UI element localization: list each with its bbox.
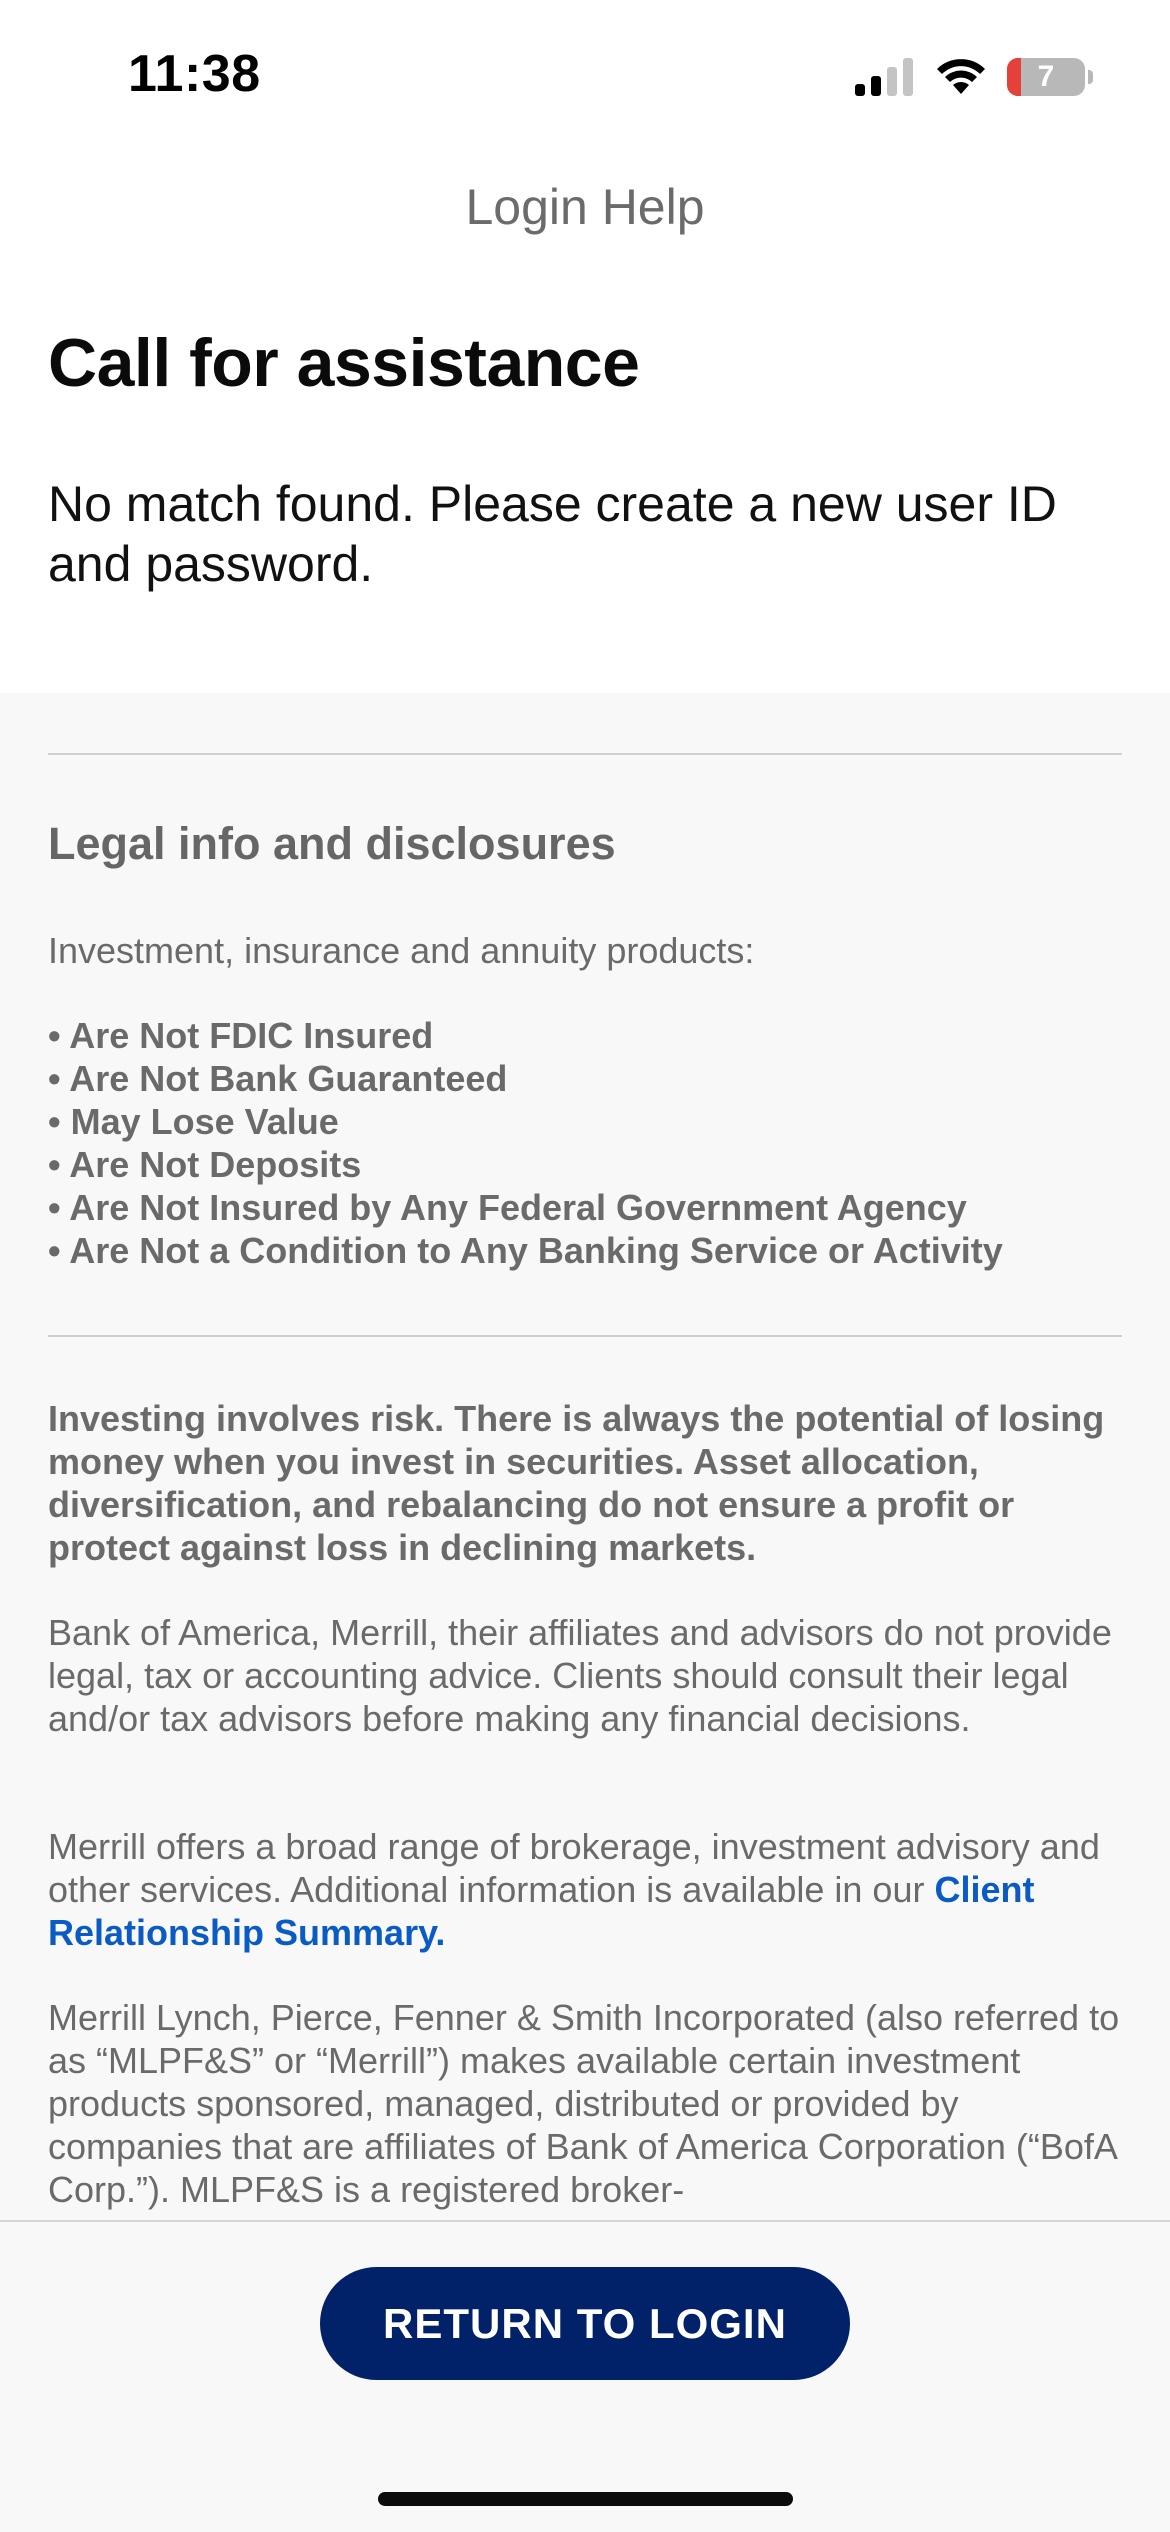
battery-tip — [1088, 70, 1093, 84]
wifi-icon — [935, 56, 987, 96]
assistance-heading: Call for assistance — [48, 325, 640, 401]
disclosure-bullet: • Are Not Deposits — [48, 1144, 362, 1185]
home-indicator[interactable] — [378, 2492, 793, 2506]
client-relationship-summary-link[interactable]: Client Relationship Summary. — [48, 1869, 1035, 1953]
disclosure-bullet: • Are Not Bank Guaranteed — [48, 1058, 508, 1099]
no-match-message: No match found. Please create a new user ID and password. — [48, 476, 1057, 592]
advice-statement: Bank of America, Merrill, their affiliates and advisors do not provide legal, tax or accounting advice. Clients should consult their legal and/or tax advisors before making any financial decisions. — [48, 1612, 1112, 1739]
legal-section-title: Legal info and disclosures — [48, 818, 616, 869]
return-to-login-button[interactable]: RETURN TO LOGIN — [320, 2267, 850, 2380]
cellular-signal-icon — [855, 58, 915, 96]
status-bar — [0, 0, 1170, 150]
page-title: Login Help — [465, 179, 705, 235]
battery-icon — [1007, 58, 1085, 96]
disclosure-bullet: • Are Not Insured by Any Federal Government Agency — [48, 1187, 967, 1228]
disclosure-bullet: • Are Not a Condition to Any Banking Service or Activity — [48, 1230, 1003, 1271]
battery-level: 7 — [1037, 60, 1055, 93]
services-statement-text: Merrill offers a broad range of brokerage, investment advisory and other services. Additional information is available in our — [48, 1826, 1100, 1910]
disclosure-bullet-list — [48, 1014, 1003, 1272]
services-statement — [48, 1825, 1128, 1954]
legal-disclosures-section[interactable] — [0, 693, 1170, 2220]
disclosure-bullet: • Are Not FDIC Insured — [48, 1015, 434, 1056]
legal-intro: Investment, insurance and annuity products: — [48, 930, 755, 971]
divider — [48, 1335, 1122, 1337]
disclosure-bullet: • May Lose Value — [48, 1101, 339, 1142]
risk-statement: Investing involves risk. There is always the potential of losing money when you invest in securities. Asset allocation, diversification, and rebalancing do not ensure a profit or protect against loss in declining markets. — [48, 1398, 1105, 1568]
footer-bar — [0, 2220, 1170, 2532]
divider — [48, 753, 1122, 755]
status-time: 11:38 — [128, 45, 261, 103]
mlpfs-statement: Merrill Lynch, Pierce, Fenner & Smith Incorporated (also referred to as “MLPF&S” or “Merrill”) makes available certain investment products sponsored, managed, distributed or provided by companies that are affiliates of Bank of America Corporation (“BofA Corp.”). MLPF&S is a registered broker- — [48, 1997, 1120, 2210]
